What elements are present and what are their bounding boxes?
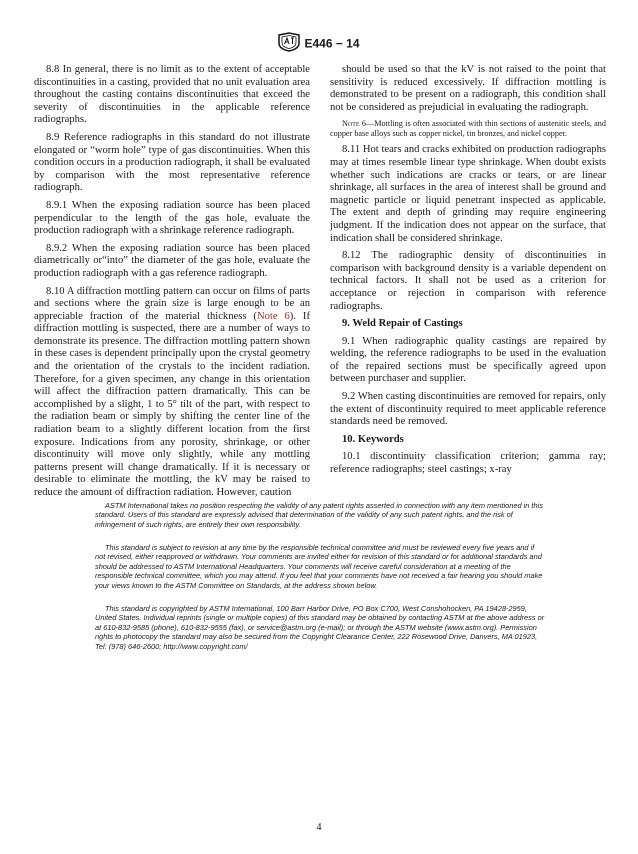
paragraph-8-10 (34, 286, 310, 500)
note-6-label: Note 6 (342, 119, 366, 129)
section-10-heading: 10. Keywords (342, 433, 404, 445)
paragraph-8-10-text-b: ). If diffraction mottling is suspected, there are a number of ways to demonstrate its presence. The diffraction mottling pattern shown in these cases is dependent principally upon the crystal geometry and the orientation of the crystals to the incident radiation. Therefore, for a given specimen, any change in this orientation will affect the diffraction pattern dramatically. This can be accomplished by a slight, 1 to 5° tilt of the part, with respect to the radiation beam or simply by shifting the center line of the radiation beam to a slightly different location from the first exposure. Indications from any porosity, shrinkage, or other discontinuity will move only slightly, while any mottling patterns present will change dramatically. If it is necessary or desirable to eliminate the mottling, the kV may be raised to reduce the amount of diffraction radiation. However, caution (34, 310, 310, 498)
footer-revision-notice (95, 543, 545, 590)
footer-patent-text: ASTM International takes no position respecting the validity of any patent rights asserted in connection with any item mentioned in this standard. Users of this standard are expressly advised that determination of the validity of any such patent rights, and the risk of infringement of such rights, are entirely their own responsibility. (95, 501, 543, 529)
page-number: 4 (316, 822, 322, 833)
note-6 (330, 119, 606, 139)
paragraph-8-9-2: 8.9.2 When the exposing radiation source has been placed diametrically or“into” the diameter of the gas hole, evaluate the production radiograph with a gas reference radiograph. (34, 242, 310, 279)
standard-designation: E446 − 14 (304, 36, 360, 51)
footer-revision-text: This standard is subject to revision at any time by the responsible technical committee and must be reviewed every five years and if not revised, either reapproved or withdrawn. Your comments are invited either for revision of this standard or for additional standards and should be addressed to ASTM International Headquarters. Your comments will receive careful consideration at a meeting of the responsible technical committee, which you may attend. If you feel that your comments have not received a fair hearing you should make your views known to the ASTM Committee on Standards, at the address shown below. (95, 543, 543, 590)
paragraph-10-1: 10.1 discontinuity classification criterion; gamma ray; reference radiographs; steel castings; x-ray (330, 451, 606, 476)
paragraph-8-9-1: 8.9.1 When the exposing radiation source has been placed perpendicular to the length of the gas hole, evaluate the production radiograph with a shrinkage reference radiograph. (34, 199, 310, 237)
footer-copyright-text: This standard is copyrighted by ASTM International, 100 Barr Harbor Drive, PO Box C700, West Conshohocken, PA 19428-2959, United States. Individual reprints (single or multiple copies) of this standard may be obtained by contacting ASTM at the above address or at 610-832-9585 (phone), 610-832-9555 (fax), or service@astm.org (e-mail); or through the ASTM website (www.astm.org). Permission rights to photocopy the standard may also be secured from the Copyright Clearance Center, 222 Rosewood Drive, Danvers, MA 01923, Tel: (978) 646-2600; http://www.copyright.com/ (95, 604, 545, 651)
section-9-heading: 9. Weld Repair of Castings (342, 318, 463, 330)
footer-copyright-notice (95, 604, 545, 651)
left-column (34, 64, 310, 505)
footer-patent-notice (95, 501, 545, 529)
paragraph-8-9: 8.9 Reference radiographs in this standard do not illustrate elongated or “worm hole” type of gas discontinuities. When this condition occurs in a production radiograph, it shall be evaluated by comparison with the most representative reference radiograph. (34, 131, 310, 194)
page-header (0, 32, 638, 55)
paragraph-8-8: 8.8 In general, there is no limit as to the extent of acceptable discontinuities in a casting, provided that no unit evaluation area throughout the casting contains discontinuities that exceed the severity of discontinuities in the applicable reference radiographs. (34, 64, 310, 126)
astm-logo-icon (278, 32, 300, 55)
paragraph-9-2: 9.2 When casting discontinuities are removed for repairs, only the extent of discontinuity required to meet applicable reference standards need be removed. (330, 391, 606, 428)
paragraph-8-12: 8.12 The radiographic density of discontinuities in comparison with background density is a variable dependent on technical factors. It shall not be used as a criterion for acceptance or rejection in comparison with reference radiographs. (330, 250, 606, 312)
paragraph-continued: should be used so that the kV is not raised to the point that sensitivity is reduced excessively. If diffraction mottling is demonstrated to be present on a radiograph, this condition shall not be considered as prejudicial in evaluating the radiograph. (330, 64, 606, 113)
paragraph-8-10-text-a: 8.10 A diffraction mottling pattern can occur on films of parts and sections where the grain size is large enough to be an appreciable fraction of the material thickness ( (34, 285, 310, 322)
paragraph-8-11: 8.11 Hot tears and cracks exhibited on production radiographs may at times resemble linear type shrinkage. When doubt exists whether such indications are cracks or tears, or are linear shrinkage, all surfaces in the area of interest shall be ground and magnetic particle or liquid penetrant inspected as applicable. The extent and depth of grinding may require engineering judgment. If the indication does not appear on the surface, that indication shall be considered shrinkage. (330, 144, 606, 244)
right-column (330, 64, 606, 482)
paragraph-9-1: 9.1 When radiographic quality castings are repaired by welding, the reference radiographs to be used in the evaluation of the repaired sections must be specifically agreed upon between purchaser and supplier. (330, 335, 606, 385)
note-6-link[interactable]: Note 6 (256, 310, 290, 322)
note-6-text: —Mottling is often associated with thin sections of austenitic steels, and copper base alloys such as copper nickel, tin bronzes, and nickel copper. (330, 119, 606, 139)
